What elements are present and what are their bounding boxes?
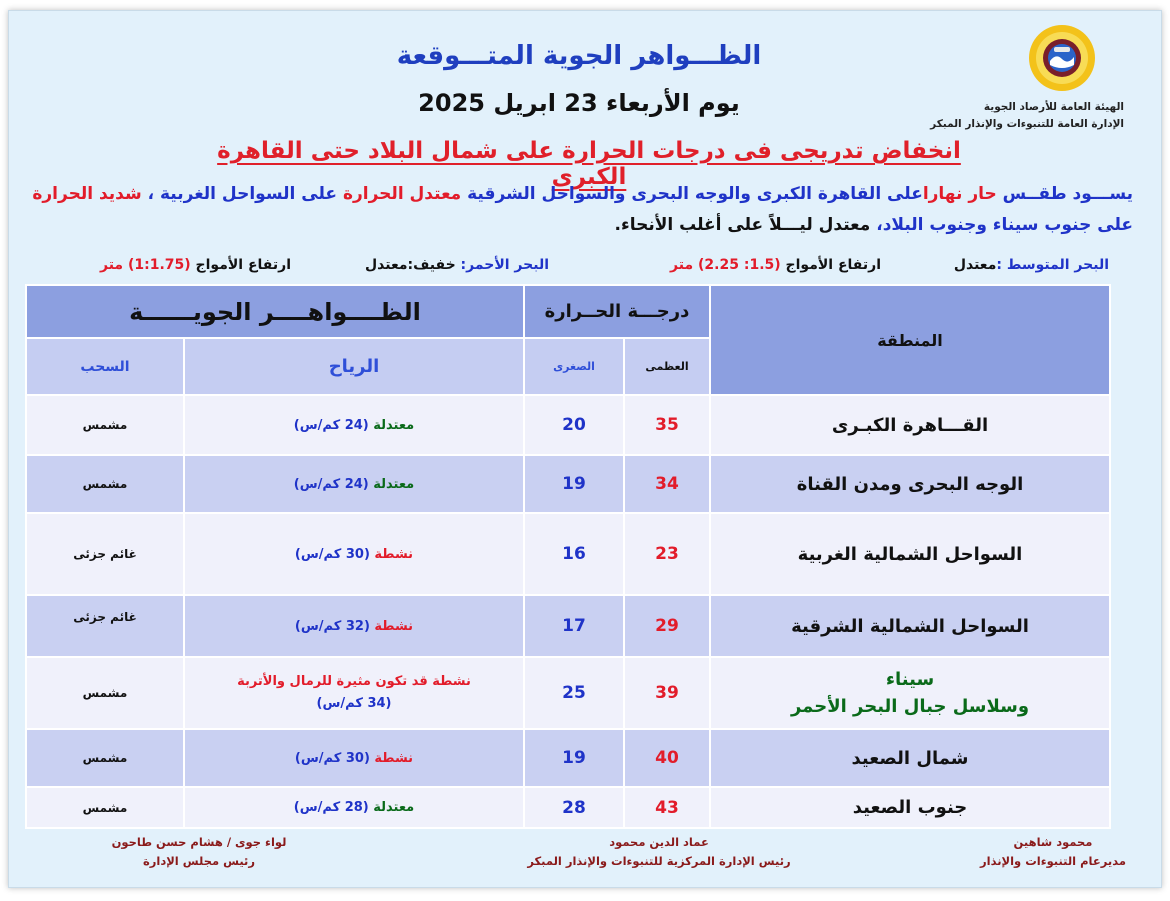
wind-cell: نشطة قد تكون مثيرة للرمال والأتربة (34 كم/س) <box>184 657 524 729</box>
forecast-table <box>25 284 1111 829</box>
region-cell: السواحل الشمالية الغربية <box>710 513 1110 595</box>
max-temp-cell: 43 <box>624 787 710 828</box>
cloud-cell: مشمس <box>26 395 184 455</box>
min-temp-cell: 28 <box>524 787 624 828</box>
red-sea-waves: ارتفاع الأمواج (1:1.75) متر <box>100 257 291 273</box>
table-header-row-1 <box>26 285 1110 338</box>
min-temp-cell: 19 <box>524 455 624 513</box>
signature-center-name: عماد الدين محمود <box>609 835 709 849</box>
wind-cell: معتدلة (24 كم/س) <box>184 395 524 455</box>
org-line-2: الإدارة العامة للتنبوءات والإنذار المبكر <box>930 118 1124 130</box>
wind-cell: نشطة (30 كم/س) <box>184 729 524 787</box>
min-temp-cell: 17 <box>524 595 624 657</box>
cloud-cell: مشمس <box>26 729 184 787</box>
signature-center-title: رئيس الإدارة المركزية للتنبوءات والإنذار المبكر <box>527 854 791 868</box>
table-row <box>26 595 1110 657</box>
cloud-header: السحب <box>26 338 184 395</box>
page-title: الظـــواهر الجوية المتـــوقعة <box>396 41 762 71</box>
max-temp-cell: 29 <box>624 595 710 657</box>
text-seg-1: يســـود طقــس <box>996 184 1133 204</box>
table-row <box>26 395 1110 455</box>
signature-left-title: رئيس مجلس الإدارة <box>142 854 255 868</box>
text-seg-4: معتدل الحرارة <box>342 184 462 204</box>
forecast-paragraph <box>23 179 1133 241</box>
red-sea-state: البحر الأحمر: خفيف:معتدل <box>365 257 549 273</box>
table-row <box>26 657 1110 729</box>
phenomena-header: الظــــواهــــر الجويــــــة <box>26 285 524 338</box>
region-cell: شمال الصعيد <box>710 729 1110 787</box>
cloud-cell: غائم جزئى <box>26 595 184 657</box>
cloud-cell: مشمس <box>26 787 184 828</box>
forecast-sheet <box>8 10 1162 888</box>
signature-right <box>973 833 1133 871</box>
cloud-cell: غائم جزئى <box>26 513 184 595</box>
max-temp-cell: 35 <box>624 395 710 455</box>
text-seg-2: حار نهارا <box>922 184 997 204</box>
text-seg-9: على أغلب الأنحاء. <box>614 215 770 235</box>
region-header: المنطقة <box>710 285 1110 395</box>
wind-cell: نشطة (30 كم/س) <box>184 513 524 595</box>
forecast-headline: انخفاض تدريجى فى درجات الحرارة على شمال البلاد حتى القاهرة الكبرى <box>217 138 961 190</box>
signature-left <box>79 833 319 871</box>
cloud-cell: مشمس <box>26 657 184 729</box>
temperature-header: درجـــة الحــرارة <box>524 285 710 338</box>
max-temp-cell: 23 <box>624 513 710 595</box>
table-row <box>26 729 1110 787</box>
text-seg-6: شديد الحرارة <box>32 184 142 204</box>
text-seg-7: على جنوب سيناء وجنوب البلاد، <box>870 215 1133 235</box>
region-cell: الوجه البحرى ومدن القناة <box>710 455 1110 513</box>
wind-header: الرياح <box>184 338 524 395</box>
region-cell: السواحل الشمالية الشرقية <box>710 595 1110 657</box>
max-temp-cell: 40 <box>624 729 710 787</box>
min-temp-cell: 25 <box>524 657 624 729</box>
region-cell: سيناء وسلاسل جبال البحر الأحمر <box>710 657 1110 729</box>
min-temp-cell: 16 <box>524 513 624 595</box>
med-sea-state: البحر المتوسط :معتدل <box>953 257 1109 273</box>
min-temp-cell: 20 <box>524 395 624 455</box>
cloud-cell: مشمس <box>26 455 184 513</box>
forecast-date: يوم الأربعاء 23 ابريل 2025 <box>418 89 740 117</box>
org-line-1: الهيئة العامة للأرصاد الجوية <box>983 101 1124 113</box>
max-temp-header: العظمى <box>624 338 710 395</box>
signature-center <box>479 833 839 871</box>
signature-left-name: لواء جوى / هشام حسن طاحون <box>111 835 287 849</box>
text-seg-3: على القاهرة الكبرى والوجه البحرى والسواحل الشرقية <box>461 184 923 204</box>
table-row <box>26 455 1110 513</box>
region-cell: جنوب الصعيد <box>710 787 1110 828</box>
med-sea-waves: ارتفاع الأمواج (1.5: 2.25) متر <box>670 257 881 273</box>
table-row <box>26 513 1110 595</box>
min-temp-cell: 19 <box>524 729 624 787</box>
wind-cell: معتدلة (24 كم/س) <box>184 455 524 513</box>
text-seg-5: على السواحل الغربية ، <box>141 184 343 204</box>
text-seg-8: معتدل ليـــلاً <box>769 215 871 235</box>
signature-right-title: مديرعام التنبوءات والإنذار <box>980 854 1126 868</box>
signature-right-name: محمود شاهين <box>1013 835 1093 849</box>
max-temp-cell: 39 <box>624 657 710 729</box>
max-temp-cell: 34 <box>624 455 710 513</box>
table-row <box>26 787 1110 828</box>
wind-cell: نشطة (32 كم/س) <box>184 595 524 657</box>
organization-name <box>930 99 1124 133</box>
wind-cell: معتدلة (28 كم/س) <box>184 787 524 828</box>
egyptian-meteorological-authority-logo <box>1027 23 1097 93</box>
region-cell: القـــاهرة الكبـرى <box>710 395 1110 455</box>
min-temp-header: الصغرى <box>524 338 624 395</box>
